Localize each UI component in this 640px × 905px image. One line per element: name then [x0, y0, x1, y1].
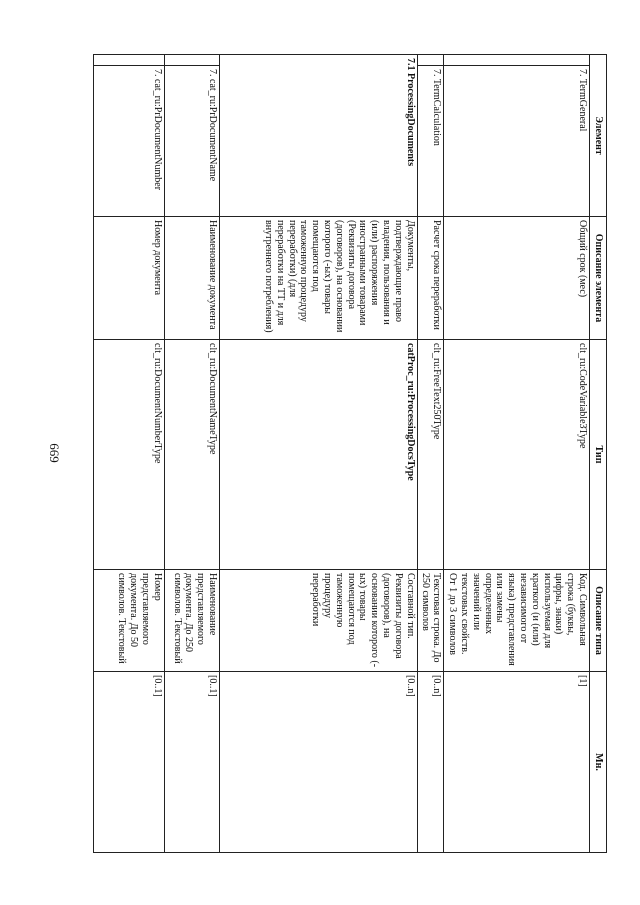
element-name: cat_ru:PrDocumentName — [207, 79, 218, 182]
element-cell — [444, 55, 590, 217]
type-name: clt_ru:CodeVariable3Type — [444, 340, 590, 570]
type-description: Составной тип. Реквизиты договора (договоров), на основании которого (-ых) товары помещаются под таможенную процедуру переработки — [220, 570, 418, 672]
header-element-description: Описание элемента — [590, 217, 607, 340]
element-description: Общий срок (мес) — [444, 217, 590, 340]
element-name: TermCalculation — [431, 78, 443, 146]
level-indent — [165, 55, 219, 66]
element-description: Наименование документа — [164, 217, 219, 340]
type-name: clt_ru:DocumentNameType — [164, 340, 219, 570]
level-indent — [418, 55, 444, 66]
multiplicity: [0..n] — [220, 672, 418, 853]
table-row — [220, 55, 418, 853]
header-type: Тип — [590, 340, 607, 570]
element-prefix: 7. — [431, 69, 443, 77]
rotated-table-container — [93, 54, 607, 852]
table-row — [417, 55, 444, 853]
table-row — [444, 55, 590, 853]
multiplicity: [0..n] — [417, 672, 444, 853]
element-prefix: 7.1 — [404, 58, 416, 71]
element-cell — [164, 55, 219, 217]
type-name: catProc_ru:ProcessingDocsType — [220, 340, 418, 570]
schema-table — [93, 54, 607, 853]
element-name: cat_ru:PrDocumentNumber — [151, 79, 163, 191]
element-description: Расчет срока переработки — [417, 217, 444, 340]
level-indent — [94, 55, 164, 66]
type-description: Номер представляемого документа. До 50 символов. Текстовый — [94, 570, 165, 672]
type-description: Код. Символьная строка (буквы, цифры, знаки) используемая для краткого (и (или) независимого от языка) представления или замены определенных значений или текстовых свойств. От 1 до 3 символов — [444, 570, 590, 672]
multiplicity: [0..1] — [94, 672, 165, 853]
element-prefix: 7. — [207, 69, 218, 77]
type-name: clt_ru:FreeText250Type — [417, 340, 444, 570]
page-number: 669 — [47, 443, 62, 463]
type-description: Текстовая строка. До 250 символов — [417, 570, 444, 672]
multiplicity: [0..1] — [164, 672, 219, 853]
table-row — [94, 55, 165, 853]
table-row — [164, 55, 219, 853]
type-description: Наименование представляемого документа. До 250 символов. Текстовый — [164, 570, 219, 672]
element-cell — [94, 55, 165, 217]
header-multiplicity: Мн. — [590, 672, 607, 853]
element-prefix: 7. — [151, 69, 163, 77]
multiplicity: [1] — [444, 672, 590, 853]
element-name: TermGeneral — [577, 78, 588, 132]
element-prefix: 7. — [577, 69, 588, 77]
element-description: Номер документа — [94, 217, 165, 340]
level-indent — [444, 55, 589, 66]
element-name: ProcessingDocuments — [404, 73, 416, 167]
element-cell — [220, 55, 418, 217]
element-description: Документы, подтверждающие право владения, пользования и (или) распоряжения иностранными товарами (Реквизиты договора (договоров), на основании которого (-ых) товары помещаются под таможенную процедуру переработки) (для переработки на ТТ и для внутреннего потребления) — [220, 217, 418, 340]
header-type-description: Описание типа — [590, 570, 607, 672]
table-header-row — [590, 55, 607, 853]
element-cell — [417, 55, 444, 217]
header-element: Элемент — [590, 55, 607, 217]
type-name: clt_ru:DocumentNumberType — [94, 340, 165, 570]
